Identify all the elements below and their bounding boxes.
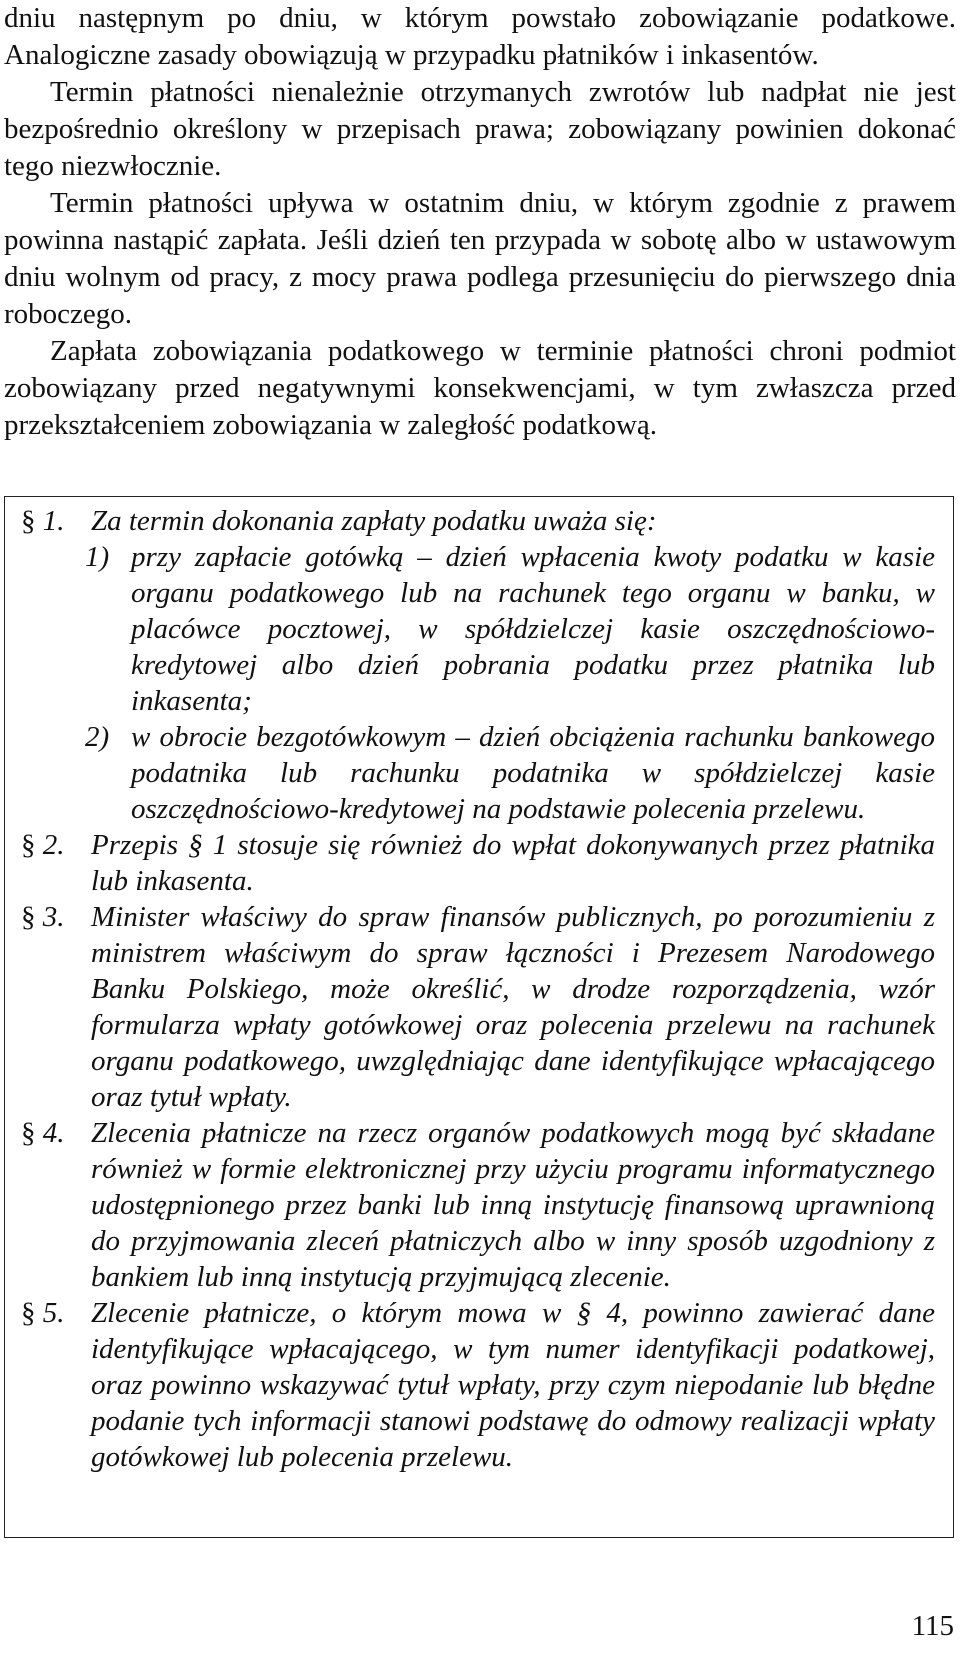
law-paragraph-text: Zlecenia płatnicze na rzecz organów podatkowych mogą być składane również w formie elektronicznej przy użyciu programu informatycznego udostępnionego przez banki lub inną instytucję finansową uprawnioną do przyjmowania zleceń płatniczych albo w inny sposób uzgodniony z bankiem lub inną instytucją przyjmującą zlecenie. [91, 1117, 935, 1293]
body-paragraph: Termin płatności nienależnie otrzymanych zwrotów lub nadpłat nie jest bezpośrednio określony w przepisach prawa; zobowiązany powinien dokonać tego niezwłocznie. [4, 76, 956, 182]
law-paragraph-5 [21, 1295, 935, 1475]
law-paragraph-number: § 5. [21, 1297, 65, 1329]
law-paragraph-number: § 2. [21, 829, 65, 861]
law-paragraph-text: Za termin dokonania zapłaty podatku uważa się: [91, 505, 657, 537]
law-paragraph-text: Przepis § 1 stosuje się również do wpłat dokonywanych przez płatnika lub inkasenta. [91, 829, 935, 897]
section-symbol: § [21, 1297, 36, 1329]
body-paragraph: dniu następnym po dniu, w którym powstało zobowiązanie podatkowe. Analogiczne zasady obowiązują w przypadku płatników i inkasentów. [4, 2, 956, 71]
law-item-text: przy zapłacie gotówką – dzień wpłacenia kwoty podatku w kasie organu podatkowego lub na rachunek tego organu w banku, w placówce pocztowej, w spółdzielczej kasie oszczędnościowo-kredytowej albo dzień pobrania podatku przez płatnika lub inkasenta; [131, 541, 935, 717]
law-paragraph-number: § 3. [21, 901, 65, 933]
law-paragraph-text: Zlecenie płatnicze, o którym mowa w § 4, powinno zawierać dane identyfikujące wpłacającego, w tym numer identyfikacji podatkowej, oraz powinno wskazywać tytuł wpłaty, przy czym niepodanie lub błędne podanie tych informacji stanowi podstawę do odmowy realizacji wpłaty gotówkowej lub polecenia przelewu. [91, 1297, 935, 1473]
legal-excerpt [21, 503, 935, 1475]
law-paragraph-1 [21, 503, 935, 539]
body-paragraph: Termin płatności upływa w ostatnim dniu, w którym zgodnie z prawem powinna nastąpić zapłata. Jeśli dzień ten przypada w sobotę albo w ustawowym dniu wolnym od pracy, z mocy prawa podlega przesunięciu do pierwszego dnia roboczego. [4, 187, 956, 330]
law-paragraph-text: Minister właściwy do spraw finansów publicznych, po porozumieniu z ministrem właściwym do spraw łączności i Prezesem Narodowego Banku Polskiego, może określić, w drodze rozporządzenia, wzór formularza wpłaty gotówkowej oraz polecenia przelewu na rachunek organu podatkowego, uwzględniając dane identyfikujące wpłacającego oraz tytuł wpłaty. [91, 901, 935, 1113]
section-symbol: § [21, 505, 36, 537]
section-symbol: § [21, 901, 36, 933]
law-paragraph-2 [21, 827, 935, 899]
body-text [4, 0, 956, 444]
law-item-1 [21, 539, 935, 719]
page-number: 115 [911, 1610, 954, 1642]
body-paragraph: Zapłata zobowiązania podatkowego w terminie płatności chroni podmiot zobowiązany przed negatywnymi konsekwencjami, w tym zwłaszcza przed przekształceniem zobowiązania w zaległość podatkową. [4, 335, 956, 441]
law-paragraph-number: § 1. [21, 505, 65, 537]
law-paragraph-4 [21, 1115, 935, 1295]
section-symbol: § [21, 1117, 36, 1149]
law-item-number: 1) [85, 541, 110, 573]
section-symbol: § [21, 829, 36, 861]
law-item-number: 2) [85, 721, 110, 753]
law-item-2 [21, 719, 935, 827]
law-item-text: w obrocie bezgotówkowym – dzień obciążenia rachunku bankowego podatnika lub rachunku podatnika w spółdzielczej kasie oszczędnościowo-kredytowej na podstawie polecenia przelewu. [131, 721, 935, 825]
law-paragraph-number: § 4. [21, 1117, 65, 1149]
legal-excerpt-box [4, 496, 954, 1538]
law-paragraph-3 [21, 899, 935, 1115]
